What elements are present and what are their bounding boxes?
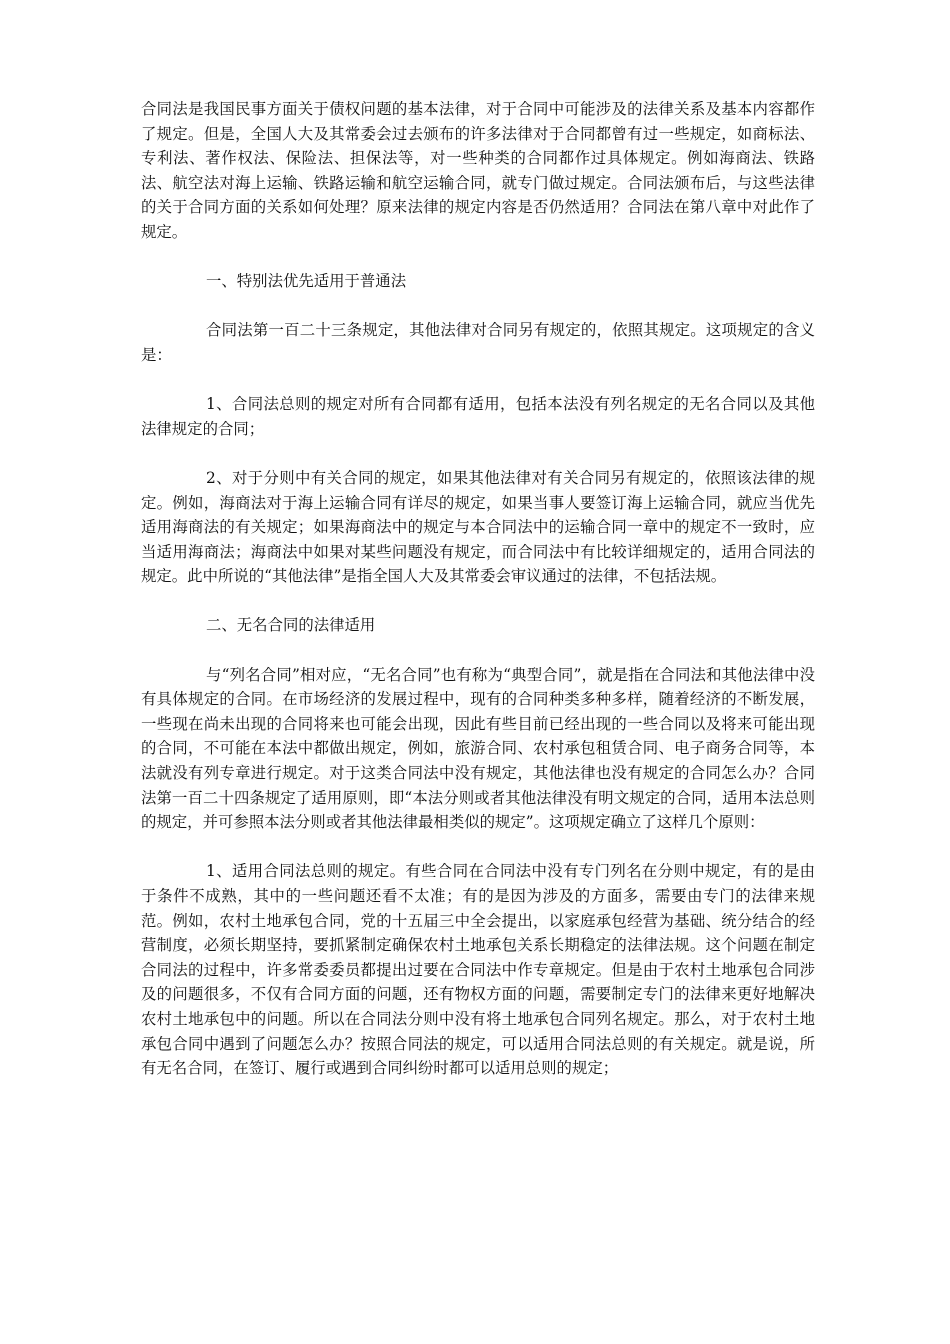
- unnamed-contract-paragraph: 与“列名合同”相对应，“无名合同”也有称为“典型合同”，就是指在合同法和其他法律中没有具体规定的合同。在市场经济的发展过程中，现有的合同种类多种多样，随着经济的不断发展，一些现在尚未出现的合同将来也可能会出现，因此有些目前已经出现的一些合同以及将来可能出现的合同，不可能在本法中都做出规定，例如，旅游合同、农村承包租赁合同、电子商务合同等，本法就没有列专章进行规定。对于这类合同法中没有规定，其他法律也没有规定的合同怎么办？合同法第一百二十四条规定了适用原则，即“本法分则或者其他法律没有明文规定的合同，适用本法总则的规定，并可参照本法分则或者其他法律最相类似的规定”。这项规定确立了这样几个原则：: [141, 665, 815, 832]
- principle-1-paragraph: 1、适用合同法总则的规定。有些合同在合同法中没有专门列名在分则中规定，有的是由于条件不成熟，其中的一些问题还看不太准；有的是因为涉及的方面多，需要由专门的法律来规范。例如，农村土地承包合同，党的十五届三中全会提出，以家庭承包经营为基础、统分结合的经营制度，必须长期坚持，要抓紧制定确保农村土地承包关系长期稳定的法律法规。这个问题在制定合同法的过程中，许多常委委员都提出过要在合同法中作专章规定。但是由于农村土地承包合同涉及的问题很多，不仅有合同方面的问题，还有物权方面的问题，需要制定专门的法律来更好地解决农村土地承包中的问题。所以在合同法分则中没有将土地承包合同列名规定。那么，对于农村土地承包合同中遇到了问题怎么办？按照合同法的规定，可以适用合同法总则的有关规定。就是说，所有无名合同，在签订、履行或遇到合同纠纷时都可以适用总则的规定；: [141, 862, 815, 1078]
- point-2-paragraph: 2、对于分则中有关合同的规定，如果其他法律对有关合同另有规定的，依照该法律的规定。例如，海商法对于海上运输合同有详尽的规定，如果当事人要签订海上运输合同，就应当优先适用海商法的有关规定；如果海商法中的规定与本合同法中的运输合同一章中的规定不一致时，应当适用海商法；海商法中如果对某些问题没有规定，而合同法中有比较详细规定的，适用合同法的规定。此中所说的“其他法律”是指全国人大及其常委会审议通过的法律，不包括法规。: [141, 468, 815, 586]
- paragraph-spacer: [141, 245, 815, 270]
- document-body: [141, 97, 815, 1081]
- paragraph-spacer: [141, 294, 815, 319]
- paragraph-spacer: [141, 835, 815, 860]
- intro-paragraph: 合同法是我国民事方面关于债权问题的基本法律，对于合同中可能涉及的法律关系及基本内容都作了规定。但是，全国人大及其常委会过去颁布的许多法律对于合同都曾有过一些规定，如商标法、专利法、著作权法、保险法、担保法等，对一些种类的合同都作过具体规定。例如海商法、铁路法、航空法对海上运输、铁路运输和航空运输合同，就专门做过规定。合同法颁布后，与这些法律的关于合同方面的关系如何处理？原来法律的规定内容是否仍然适用？合同法在第八章中对此作了规定。: [141, 100, 815, 241]
- paragraph-spacer: [141, 638, 815, 663]
- paragraph-spacer: [141, 441, 815, 466]
- article-123-paragraph: 合同法第一百二十三条规定，其他法律对合同另有规定的，依照其规定。这项规定的含义是：: [141, 321, 815, 364]
- point-1-paragraph: 1、合同法总则的规定对所有合同都有适用，包括本法没有列名规定的无名合同以及其他法律规定的合同；: [141, 395, 815, 438]
- section-heading-1: 一、特别法优先适用于普通法: [206, 272, 407, 291]
- section-heading-2: 二、无名合同的法律适用: [206, 616, 376, 635]
- paragraph-spacer: [141, 589, 815, 614]
- paragraph-spacer: [141, 368, 815, 393]
